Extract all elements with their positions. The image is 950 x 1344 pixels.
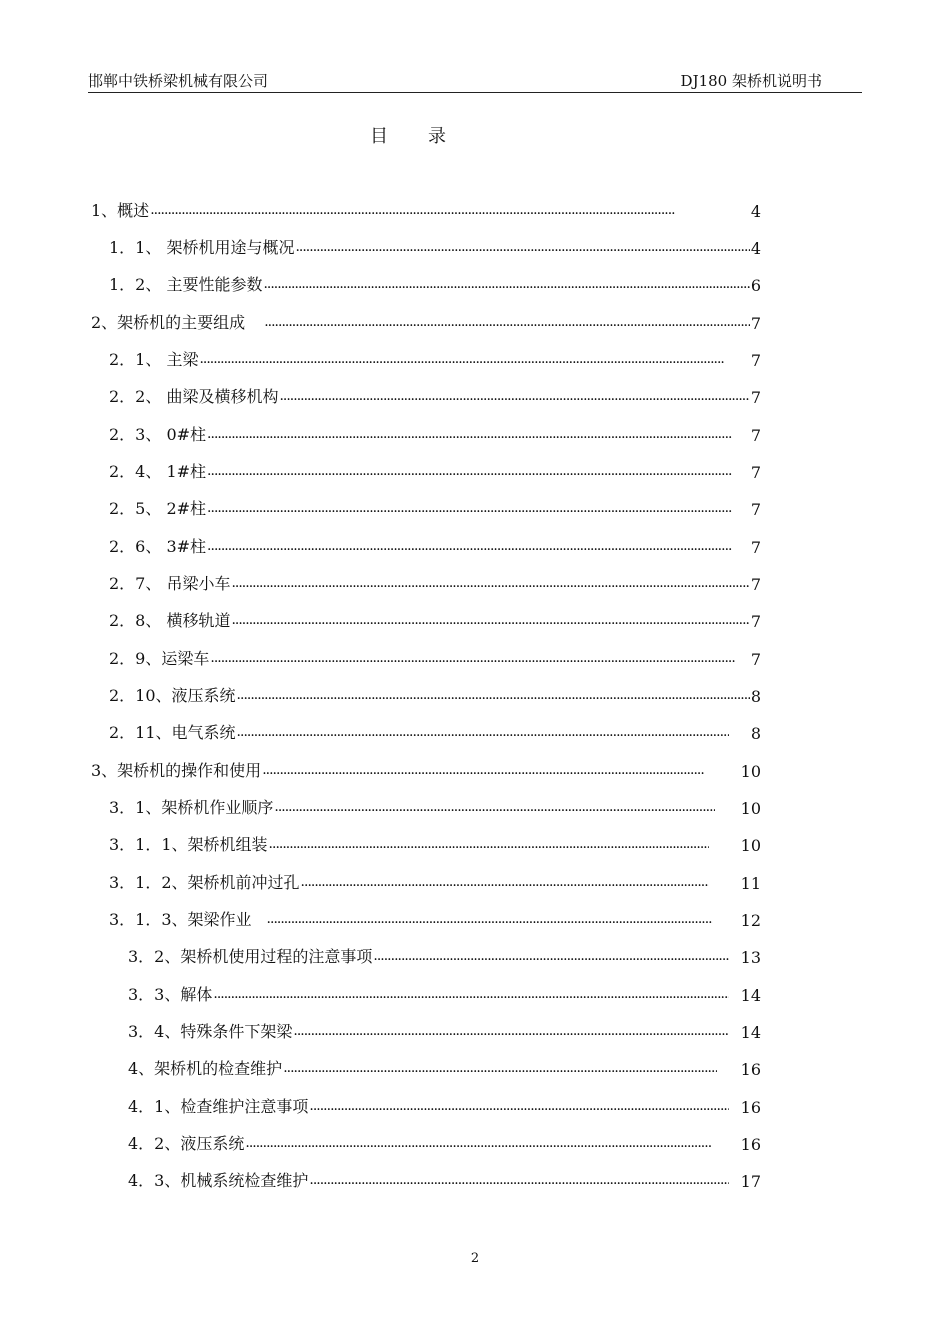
toc-leader — [263, 279, 749, 295]
toc-entry-label: 1．2、 主要性能参数 — [109, 275, 263, 294]
toc-entry-page: 10 — [740, 799, 761, 818]
toc-entry-page: 16 — [740, 1098, 761, 1117]
toc-leader — [309, 1175, 728, 1191]
toc-entry-label: 2．11、电气系统 — [109, 723, 236, 742]
toc-entry[interactable] — [109, 570, 761, 594]
page-number: 2 — [470, 1251, 480, 1266]
toc-entry-page: 7 — [750, 388, 761, 407]
toc-entry-label: 4．1、检查维护注意事项 — [128, 1097, 309, 1116]
toc-entry[interactable] — [109, 533, 761, 557]
toc-leader — [210, 653, 749, 669]
toc-leader — [283, 1063, 716, 1079]
toc-entry-label: 3．4、特殊条件下架梁 — [128, 1022, 293, 1041]
toc-leader — [245, 1138, 710, 1154]
page-header — [88, 66, 862, 93]
toc-leader — [267, 914, 713, 930]
toc-entry-label: 2．7、 吊梁小车 — [109, 574, 231, 593]
toc-entry-label: 2．4、 1#柱 — [109, 462, 207, 481]
toc-entry[interactable] — [109, 421, 761, 445]
toc-leader — [231, 578, 749, 594]
toc-leader — [237, 690, 750, 706]
toc-leader — [262, 765, 704, 781]
header-doc-title: DJ180 架桥机说明书 — [680, 72, 822, 90]
toc-leader — [264, 317, 750, 333]
toc-entry-page: 7 — [750, 650, 761, 669]
toc-title-char-1: 目 — [370, 126, 388, 147]
toc-entry[interactable] — [109, 271, 761, 295]
toc-entry[interactable] — [128, 981, 761, 1005]
toc-entry-label: 1、概述 — [91, 201, 150, 220]
toc-leader — [231, 615, 749, 631]
toc-entry-label: 2．1、 主梁 — [109, 350, 199, 369]
toc-entry-label: 2．3、 0#柱 — [109, 425, 207, 444]
toc-entry-label: 3．1．3、架梁作业 — [109, 910, 252, 929]
toc-leader — [295, 242, 749, 258]
toc-entry-page: 8 — [750, 687, 761, 706]
toc-entry-label: 4、架桥机的检查维护 — [128, 1059, 283, 1078]
toc-entry-label: 2．6、 3#柱 — [109, 537, 207, 556]
toc-leader — [269, 839, 709, 855]
toc-entry-label: 3．1．1、架桥机组装 — [109, 835, 268, 854]
toc-entry[interactable] — [109, 458, 761, 482]
toc-entry-label: 2．10、液压系统 — [109, 686, 236, 705]
toc-leader — [207, 541, 750, 557]
toc-entry[interactable] — [128, 1093, 761, 1117]
toc-entry[interactable] — [128, 1167, 761, 1191]
toc-entry[interactable] — [128, 1055, 761, 1079]
toc-entry-label: 4．3、机械系统检查维护 — [128, 1171, 309, 1190]
toc-entry-label: 4．2、液压系统 — [128, 1134, 245, 1153]
toc-entry-label: 3．1、架桥机作业顺序 — [109, 798, 274, 817]
toc-entry[interactable] — [109, 645, 761, 669]
toc-entry[interactable] — [109, 906, 761, 930]
toc-entry-label: 1．1、 架桥机用途与概况 — [109, 238, 295, 257]
toc-entry-page: 7 — [750, 575, 761, 594]
toc-entry-label: 2．5、 2#柱 — [109, 499, 207, 518]
toc-leader — [207, 429, 750, 445]
toc-entry[interactable] — [109, 383, 761, 407]
toc-leader — [199, 354, 749, 370]
toc-entry-page: 4 — [750, 239, 761, 258]
toc-entry[interactable] — [128, 1018, 761, 1042]
toc-entry-label: 3．3、解体 — [128, 985, 213, 1004]
toc-entry-page: 7 — [750, 426, 761, 445]
toc-entry[interactable] — [128, 1130, 761, 1154]
toc-entry[interactable] — [128, 943, 761, 967]
toc-entry-page: 8 — [750, 724, 761, 743]
toc-entry[interactable] — [109, 495, 761, 519]
toc-entry-page: 11 — [740, 874, 761, 893]
toc-entry[interactable] — [109, 794, 761, 818]
toc-entry[interactable] — [109, 607, 761, 631]
toc-entry-label: 3．2、架桥机使用过程的注意事项 — [128, 947, 373, 966]
toc-entry-page: 10 — [740, 836, 761, 855]
toc-entry-label: 2．2、 曲梁及横移机构 — [109, 387, 279, 406]
toc-leader — [237, 727, 729, 743]
toc-entry-page: 7 — [750, 538, 761, 557]
toc-entry-page: 7 — [750, 500, 761, 519]
toc-entry-page: 16 — [740, 1060, 761, 1079]
toc-entry[interactable] — [109, 234, 761, 258]
toc-entry[interactable] — [91, 757, 761, 781]
toc-entry[interactable] — [109, 346, 761, 370]
toc-title — [0, 122, 816, 148]
toc-entry[interactable] — [109, 869, 761, 893]
toc-entry-page: 14 — [740, 986, 761, 1005]
toc-entry-label: 2、架桥机的主要组成 — [91, 313, 246, 332]
toc-entry-page: 14 — [740, 1023, 761, 1042]
toc-entry-page: 7 — [750, 463, 761, 482]
toc-leader — [279, 391, 749, 407]
toc-leader — [309, 1101, 728, 1117]
toc-entry[interactable] — [109, 719, 761, 743]
toc-entry-page: 10 — [740, 762, 761, 781]
toc-leader — [150, 205, 750, 221]
toc-entry-page: 7 — [750, 314, 761, 333]
toc-entry-page: 6 — [750, 276, 761, 295]
toc-leader — [373, 951, 728, 967]
toc-leader — [293, 1026, 728, 1042]
toc-entry-label: 3、架桥机的操作和使用 — [91, 761, 262, 780]
toc-leader — [207, 466, 750, 482]
toc-leader — [213, 989, 728, 1005]
toc-title-char-2: 录 — [428, 126, 446, 147]
toc-entry-label: 2．8、 横移轨道 — [109, 611, 231, 630]
toc-entry[interactable] — [91, 309, 761, 333]
toc-entry-page: 7 — [750, 612, 761, 631]
toc-entry-page: 16 — [740, 1135, 761, 1154]
toc-leader — [207, 503, 750, 519]
toc-entry-page: 4 — [750, 202, 761, 221]
toc-entry-page: 13 — [740, 948, 761, 967]
toc-leader — [301, 877, 709, 893]
toc-entry[interactable] — [109, 831, 761, 855]
header-company: 邯郸中铁桥梁机械有限公司 — [88, 72, 269, 90]
toc-entry[interactable] — [91, 197, 761, 221]
toc-entry-page: 7 — [750, 351, 761, 370]
toc-entry-page: 17 — [740, 1172, 761, 1191]
toc-entry[interactable] — [109, 682, 761, 706]
toc-entry-label: 3．1．2、架桥机前冲过孔 — [109, 873, 300, 892]
toc-entry-page: 12 — [740, 911, 761, 930]
toc-leader — [274, 802, 714, 818]
toc-entry-label: 2．9、运梁车 — [109, 649, 210, 668]
